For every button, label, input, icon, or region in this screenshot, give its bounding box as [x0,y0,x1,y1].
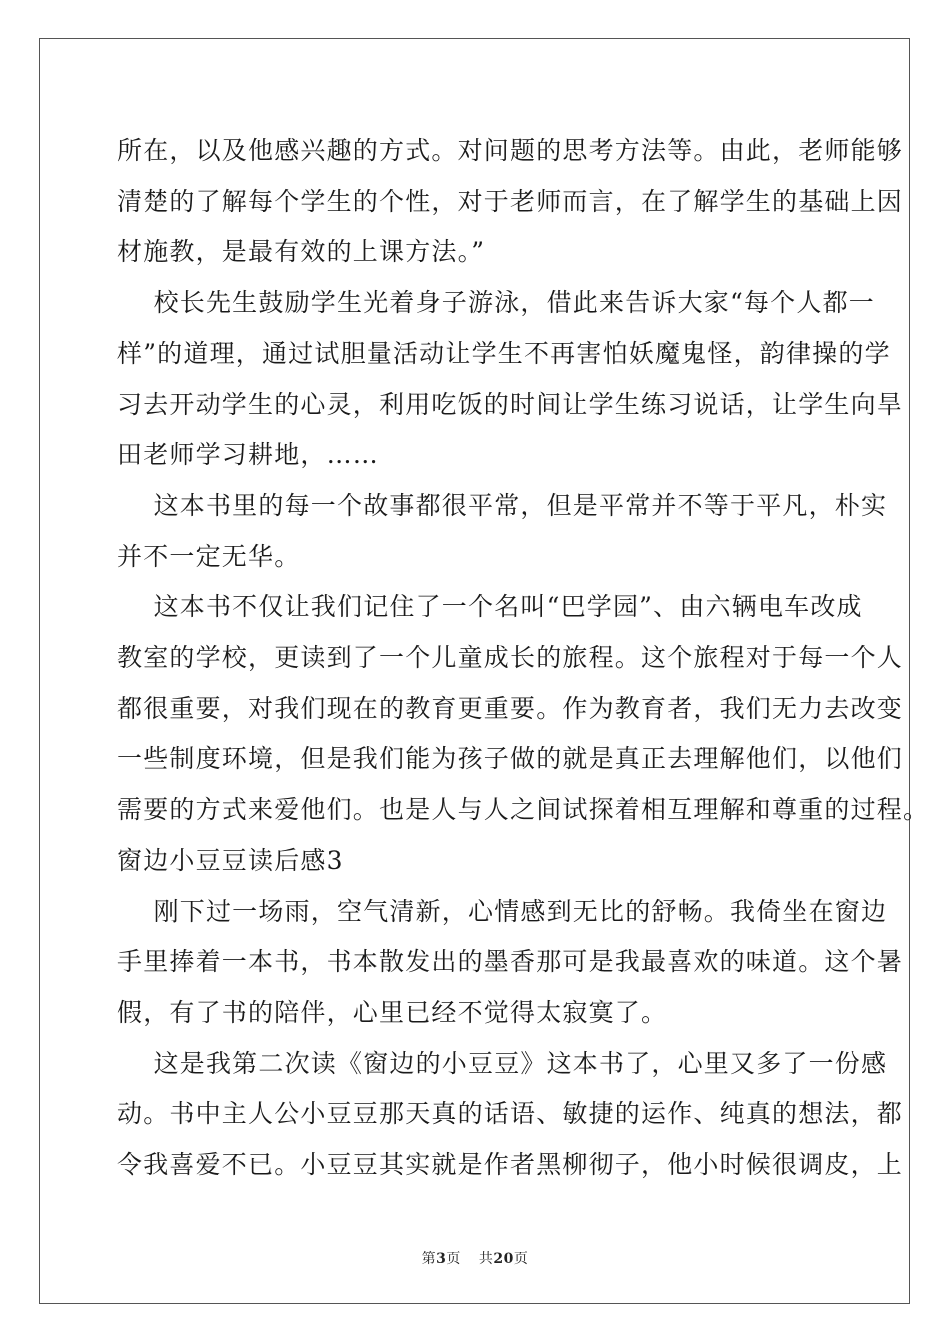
page-footer [0,1248,950,1268]
text-line: 刚下过一场雨，空气清新，心情感到无比的舒畅。我倚坐在窗边 [117,896,888,926]
text-line: 所在，以及他感兴趣的方式。对问题的思考方法等。由此，老师能够 [117,136,904,165]
text-line: 校长先生鼓励学生光着身子游泳，借此来告诉大家“每个人都一 [117,288,875,318]
text-line: 材施教，是最有效的上课方法。” [117,237,486,267]
text-line: 假，有了书的陪伴，心里已经不觉得太寂寞了。 [117,997,668,1027]
text-line: 这本书里的每一个故事都很平常，但是平常并不等于平凡，朴实 [117,490,888,520]
text-line: 都很重要，对我们现在的教育更重要。作为教育者，我们无力去改变 [117,693,904,723]
text-line: 习去开动学生的心灵，利用吃饭的时间让学生练习说话，让学生向旱 [117,389,904,419]
text-line: 令我喜爱不已。小豆豆其实就是作者黑柳彻子，他小时候很调皮，上 [117,1150,904,1180]
text-line: 动。书中主人公小豆豆那天真的话语、敏捷的运作、纯真的想法，都 [117,1099,904,1129]
section-heading: 窗边小豆豆读后感3 [117,845,344,875]
text-line: 教室的学校，更读到了一个儿童成长的旅程。这个旅程对于每一个人 [117,643,904,673]
text-line: 并不一定无华。 [117,541,301,571]
total-pages-prefix: 共 [478,1251,494,1267]
text-line: 一些制度环境，但是我们能为孩子做的就是真正去理解他们，以他们 [117,744,904,774]
text-line: 手里捧着一本书，书本散发出的墨香那可是我最喜欢的味道。这个暑 [117,947,904,977]
page-number-suffix: 页 [446,1251,461,1267]
page-number-prefix: 第 [421,1251,437,1267]
document-body [117,126,930,1191]
text-line: 清楚的了解每个学生的个性，对于老师而言，在了解学生的基础上因 [117,186,904,216]
text-line: 这本书不仅让我们记住了一个名叫“巴学园”、由六辆电车改成 [117,592,863,622]
page-number-current: 3 [436,1251,447,1267]
total-pages-suffix: 页 [513,1251,529,1267]
text-line: 田老师学习耕地，…… [117,440,380,470]
text-line: 这是我第二次读《窗边的小豆豆》这本书了，心里又多了一份感 [117,1048,888,1078]
total-pages-count: 20 [493,1251,514,1267]
text-line: 需要的方式来爱他们。也是人与人之间试探着相互理解和尊重的过程。 [117,795,930,825]
text-line: 样”的道理，通过试胆量活动让学生不再害怕妖魔鬼怪，韵律操的学 [117,338,891,368]
